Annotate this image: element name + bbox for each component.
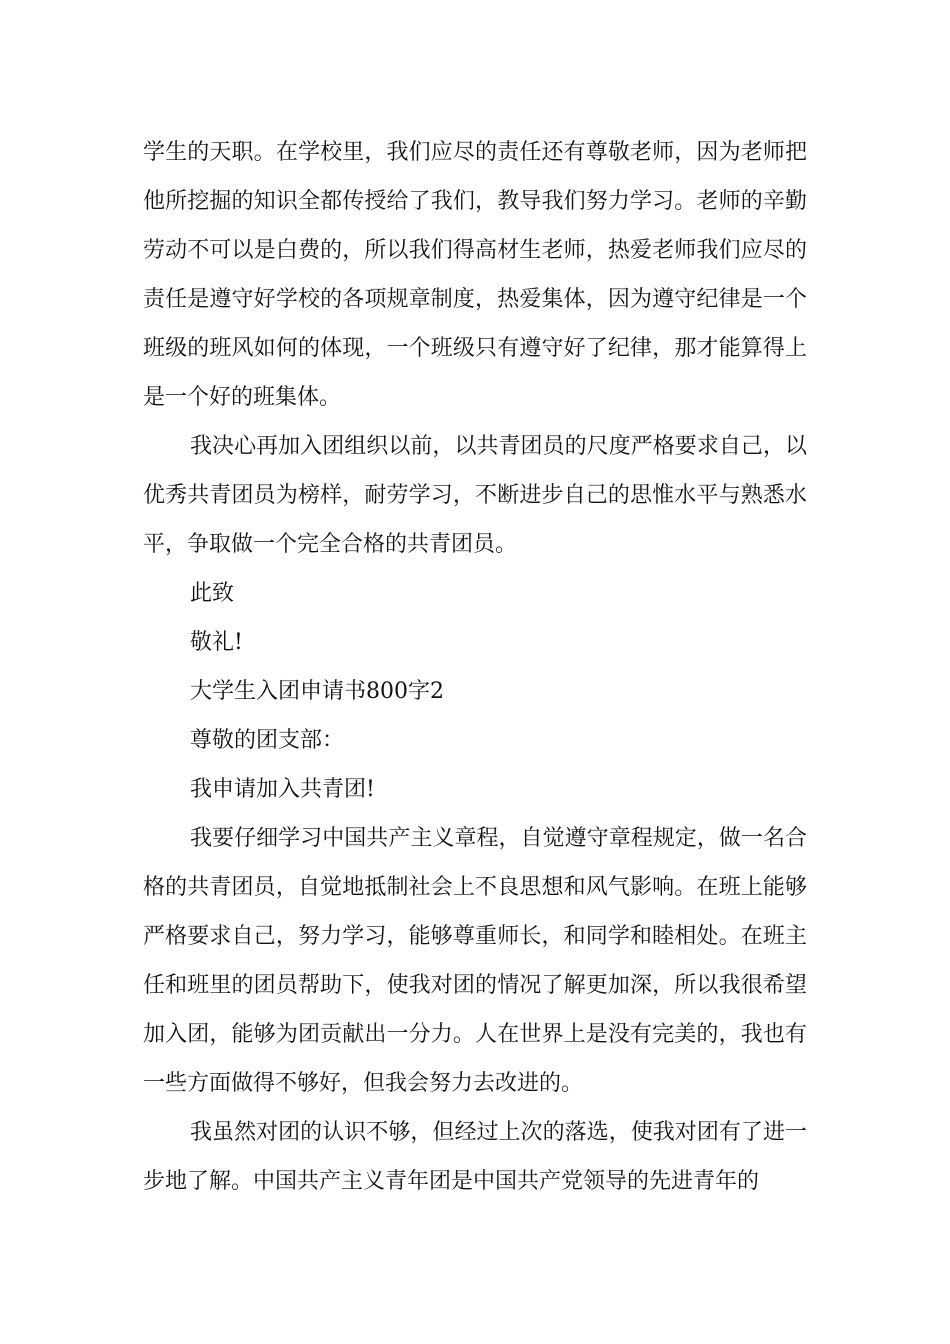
paragraph-commitment: 我要仔细学习中国共产主义章程，自觉遵守章程规定，做一名合格的共青团员，自觉地抵制社会上不良思想和风气影响。在班上能够严格要求自己，努力学习，能够尊重师长，和同学和睦相处。在班主任和班里的团员帮助下，使我对团的情况了解更加深，所以我很希望加入团，能够为团贡献出一分力。人在世界上是没有完美的，我也有一些方面做得不够好，但我会努力去改进的。 — [143, 826, 807, 1096]
closing-regards: 敬礼! — [190, 630, 243, 655]
application-statement: 我申请加入共青团! — [190, 777, 375, 802]
greeting-line: 尊敬的团支部： — [190, 728, 345, 753]
document-body — [143, 128, 807, 1206]
paragraph-resolution: 我决心再加入团组织以前，以共青团员的尺度严格要求自己，以优秀共青团员为榜样，耐劳学习，不断进步自己的思惟水平与熟悉水平，争取做一个完全合格的共青团员。 — [143, 434, 807, 557]
paragraph-continuation: 学生的天职。在学校里，我们应尽的责任还有尊敬老师，因为老师把他所挖掘的知识全都传授给了我们，教导我们努力学习。老师的辛勤劳动不可以是白费的，所以我们得高材生老师，热爱老师我们应尽的责任是遵守好学校的各项规章制度，热爱集体，因为遵守纪律是一个班级的班风如何的体现，一个班级只有遵守好了纪律，那才能算得上是一个好的班集体。 — [143, 140, 807, 410]
closing-salutation: 此致 — [190, 581, 235, 606]
section-heading: 大学生入团申请书800字2 — [190, 679, 444, 704]
paragraph-understanding: 我虽然对团的认识不够，但经过上次的落选，使我对团有了进一步地了解。中国共产主义青年团是中国共产党领导的先进青年的 — [143, 1120, 807, 1194]
